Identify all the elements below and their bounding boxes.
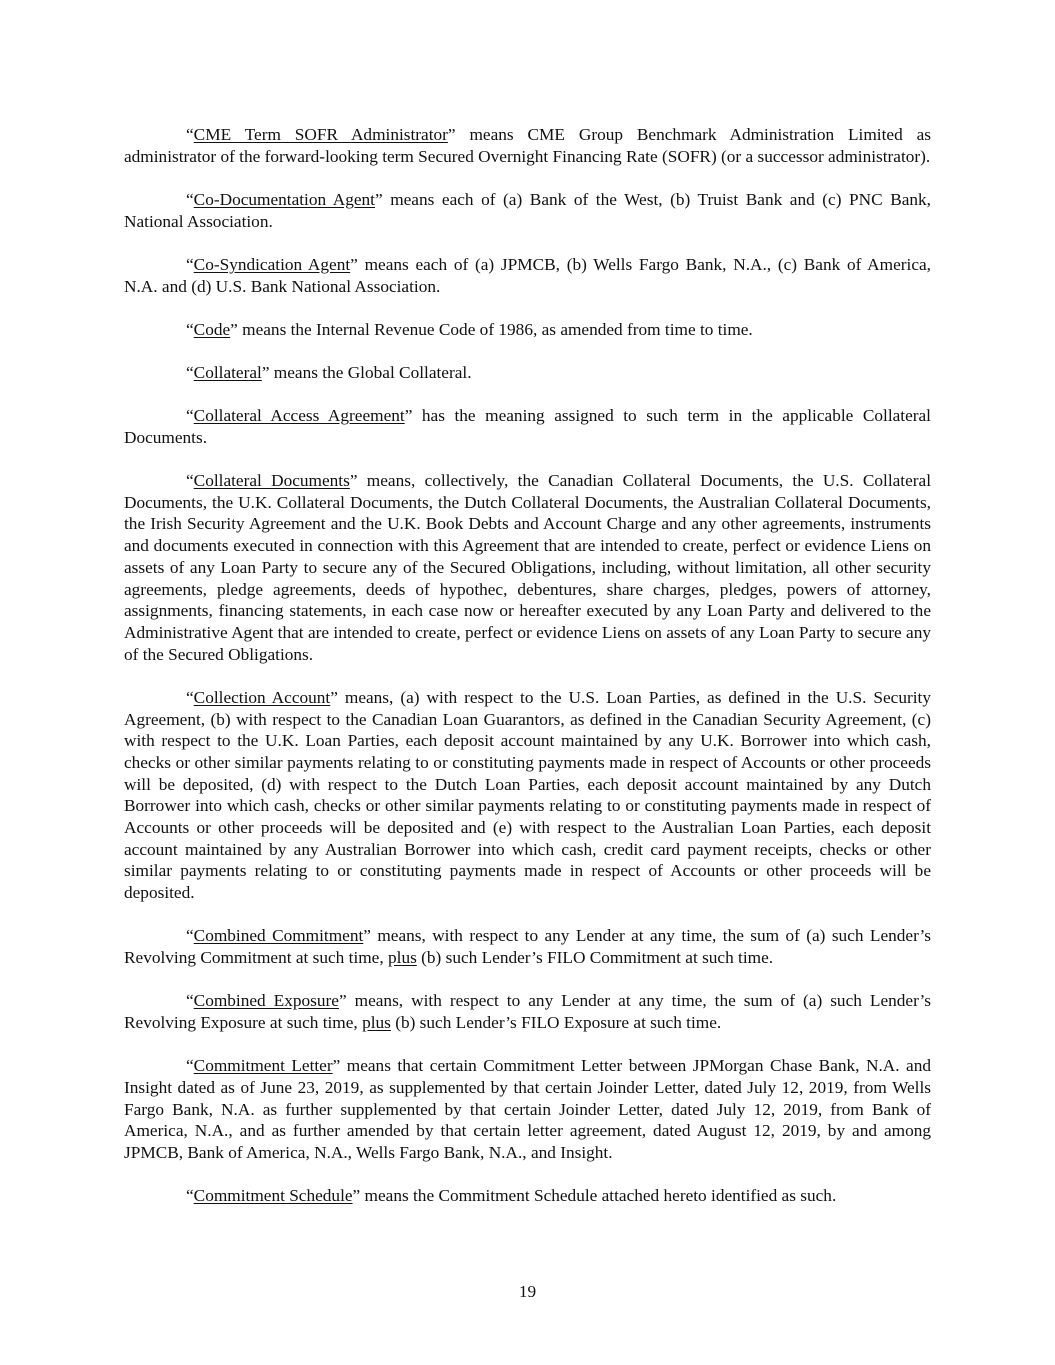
defined-term: Combined Commitment	[193, 926, 364, 946]
definition-text: (b) such Lender’s FILO Exposure at such time.	[390, 1013, 722, 1032]
definition-co-documentation-agent: “Co-Documentation Agent” means each of (a) Bank of the West, (b) Truist Bank and (c) PNC Bank, National Association.	[124, 189, 931, 231]
defined-term: Combined Exposure	[193, 991, 339, 1011]
definition-code: “Code” means the Internal Revenue Code of 1986, as amended from time to time.	[186, 319, 753, 339]
definition-text: means the Internal Revenue Code of 1986, as amended from time to time.	[237, 319, 753, 339]
plus-word: plus	[362, 1013, 391, 1032]
defined-term: Co-Syndication Agent	[193, 254, 351, 274]
definition-combined-commitment: “Combined Commitment” means, with respect to any Lender at any time, the sum of (a) such Lender’s Revolving Commitment at such time, plus (b) such Lender’s FILO Commitment at such time.	[124, 926, 931, 968]
document-page	[124, 124, 931, 1228]
defined-term: Commitment Letter	[193, 1056, 333, 1076]
definition-text: means the Commitment Schedule attached hereto identified as such.	[360, 1186, 837, 1206]
definition-cme-term-sofr-administrator: “CME Term SOFR Administrator” means CME Group Benchmark Administration Limited as administrator of the forward-looking term Secured Overnight Financing Rate (SOFR) (or a successor administrator).	[124, 125, 931, 166]
defined-term: Co-Documentation Agent	[193, 189, 375, 209]
definition-text: means, with respect to any Lender at any time, the sum of (a) such Lender’s Revolving Exposure at such time,	[124, 991, 931, 1032]
definition-collateral-access-agreement: “Collateral Access Agreement” has the meaning assigned to such term in the applicable Collateral Documents.	[124, 406, 931, 447]
definition-combined-exposure: “Combined Exposure” means, with respect to any Lender at any time, the sum of (a) such Lender’s Revolving Exposure at such time, plus (b) such Lender’s FILO Exposure at such time.	[124, 991, 931, 1032]
definition-text: means, with respect to any Lender at any time, the sum of (a) such Lender’s Revolving Commitment at such time,	[124, 926, 931, 968]
definition-collateral: “Collateral” means the Global Collateral.	[186, 362, 472, 382]
definition-text: means each of (a) JPMCB, (b) Wells Fargo Bank, N.A., (c) Bank of America, N.A. and (d) U.S. Bank National Association.	[124, 254, 931, 296]
definition-text: means, collectively, the Canadian Collateral Documents, the U.S. Collateral Documents, the U.K. Collateral Documents, the Dutch Collateral Documents, the Australian Collateral Documents, the Irish Security Agreement and the U.K. Book Debts and Account Charge and any other agreements, instruments and documents executed in connection with this Agreement that are intended to create, perfect or evidence Liens on assets of any Loan Party to secure any of the Secured Obligations, including, without limitation, all other security agreements, pledge agreements, deeds of hypothec, debentures, share charges, pledges, powers of attorney, assignments, financing statements, in each case now or hereafter executed by any Loan Party and delivered to the Administrative Agent that are intended to create, perfect or evidence Liens on assets of any Loan Party to secure any of the Secured Obligations.	[124, 471, 931, 664]
definition-text: means each of (a) Bank of the West, (b) Truist Bank and (c) PNC Bank, National Association.	[124, 189, 931, 231]
definition-co-syndication-agent: “Co-Syndication Agent” means each of (a) JPMCB, (b) Wells Fargo Bank, N.A., (c) Bank of America, N.A. and (d) U.S. Bank National Association.	[124, 254, 931, 296]
defined-term: Code	[193, 319, 231, 339]
defined-term: Collateral Access Agreement	[193, 406, 405, 426]
definition-commitment-schedule: “Commitment Schedule” means the Commitment Schedule attached hereto identified as such.	[186, 1186, 837, 1206]
definition-text: has the meaning assigned to such term in the applicable Collateral Documents.	[124, 406, 931, 447]
definition-text: means that certain Commitment Letter between JPMorgan Chase Bank, N.A. and Insight dated as of June 23, 2019, as supplemented by that certain Joinder Letter, dated July 12, 2019, from Wells Fargo Bank, N.A. as further supplemented by that certain Joinder Letter, dated July 12, 2019, from Bank of America, N.A., and as further amended by that certain letter agreement, dated August 12, 2019, by and among JPMCB, Bank of America, N.A., Wells Fargo Bank, N.A., and Insight.	[124, 1056, 931, 1163]
defined-term: Collection Account	[193, 687, 331, 707]
definition-text: means, (a) with respect to the U.S. Loan Parties, as defined in the U.S. Security Agreement, (b) with respect to the Canadian Loan Guarantors, as defined in the Canadian Security Agreement, (c) with respect to the U.K. Loan Parties, each deposit account maintained by any U.K. Borrower into which cash, checks or other similar payments relating to or constituting payments made in respect of Accounts or other proceeds will be deposited, (d) with respect to the Dutch Loan Parties, each deposit account maintained by any Dutch Borrower into which cash, checks or other similar payments relating to or constituting payments made in respect of Accounts or other proceeds will be deposited and (e) with respect to the Australian Loan Parties, each deposit account maintained by any Australian Borrower into which cash, credit card payment receipts, checks or other similar payments relating to or constituting payments made in respect of Accounts or other proceeds will be deposited.	[124, 687, 931, 903]
page-number: 19	[518, 1282, 537, 1301]
definition-text: means the Global Collateral.	[269, 362, 472, 382]
defined-term: CME Term SOFR Administrator	[193, 125, 448, 144]
definition-text: means CME Group Benchmark Administration Limited as administrator of the forward-looking term Secured Overnight Financing Rate (SOFR) (or a successor administrator).	[124, 125, 931, 166]
defined-term: Collateral Documents	[193, 471, 350, 491]
plus-word: plus	[388, 948, 417, 968]
defined-term: Commitment Schedule	[193, 1186, 353, 1206]
definition-text: (b) such Lender’s FILO Commitment at such time.	[416, 948, 774, 968]
definition-commitment-letter: “Commitment Letter” means that certain Commitment Letter between JPMorgan Chase Bank, N.A. and Insight dated as of June 23, 2019, as supplemented by that certain Joinder Letter, dated July 12, 2019, from Wells Fargo Bank, N.A. as further supplemented by that certain Joinder Letter, dated July 12, 2019, from Bank of America, N.A., and as further amended by that certain letter agreement, dated August 12, 2019, by and among JPMCB, Bank of America, N.A., Wells Fargo Bank, N.A., and Insight.	[124, 1056, 931, 1163]
defined-term: Collateral	[193, 362, 262, 382]
definition-collection-account: “Collection Account” means, (a) with respect to the U.S. Loan Parties, as defined in the U.S. Security Agreement, (b) with respect to the Canadian Loan Guarantors, as defined in the Canadian Security Agreement, (c) with respect to the U.K. Loan Parties, each deposit account maintained by any U.K. Borrower into which cash, checks or other similar payments relating to or constituting payments made in respect of Accounts or other proceeds will be deposited, (d) with respect to the Dutch Loan Parties, each deposit account maintained by any Dutch Borrower into which cash, checks or other similar payments relating to or constituting payments made in respect of Accounts or other proceeds will be deposited and (e) with respect to the Australian Loan Parties, each deposit account maintained by any Australian Borrower into which cash, credit card payment receipts, checks or other similar payments relating to or constituting payments made in respect of Accounts or other proceeds will be deposited.	[124, 687, 931, 903]
definition-collateral-documents: “Collateral Documents” means, collectively, the Canadian Collateral Documents, the U.S. Collateral Documents, the U.K. Collateral Documents, the Dutch Collateral Documents, the Australian Collateral Documents, the Irish Security Agreement and the U.K. Book Debts and Account Charge and any other agreements, instruments and documents executed in connection with this Agreement that are intended to create, perfect or evidence Liens on assets of any Loan Party to secure any of the Secured Obligations, including, without limitation, all other security agreements, pledge agreements, deeds of hypothec, debentures, share charges, pledges, powers of attorney, assignments, financing statements, in each case now or hereafter executed by any Loan Party and delivered to the Administrative Agent that are intended to create, perfect or evidence Liens on assets of any Loan Party to secure any of the Secured Obligations.	[124, 471, 931, 664]
